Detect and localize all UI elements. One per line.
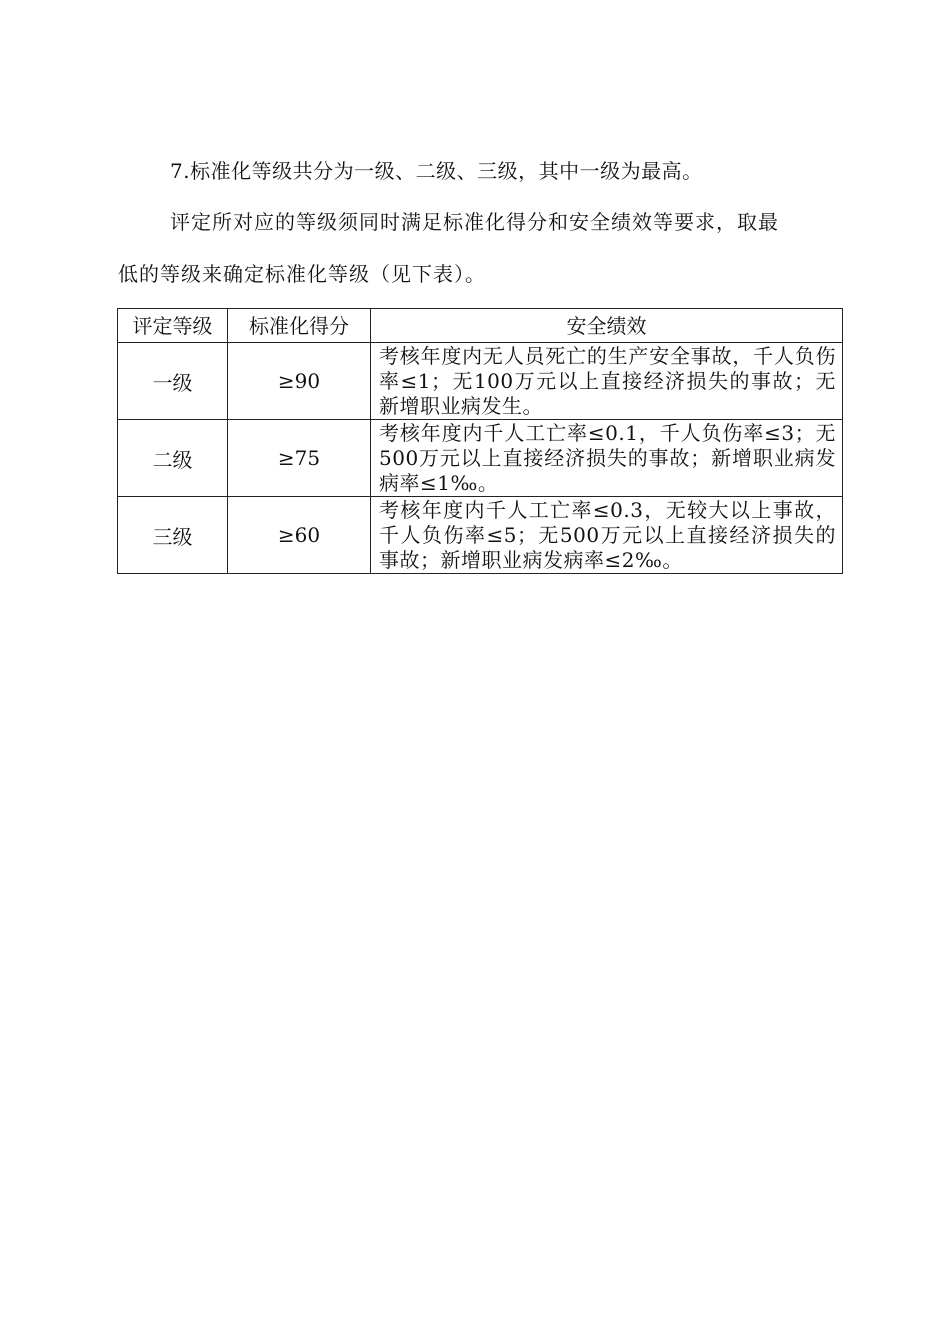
paragraph-evaluation-rule-cont: 低的等级来确定标准化等级（见下表）。 xyxy=(118,262,486,286)
cell-performance: 考核年度内千人工亡率≤0.3，无较大以上事故，千人负伤率≤5；无500万元以上直接经济损失的事故；新增职业病发病率≤2‰。 xyxy=(371,497,843,574)
paragraph-evaluation-rule: 评定所对应的等级须同时满足标准化得分和安全绩效等要求，取最 xyxy=(170,210,779,234)
cell-grade: 一级 xyxy=(118,343,228,420)
cell-performance: 考核年度内千人工亡率≤0.1，千人负伤率≤3；无500万元以上直接经济损失的事故；新增职业病发病率≤1‰。 xyxy=(371,420,843,497)
header-score: 标准化得分 xyxy=(228,309,371,343)
cell-grade: 三级 xyxy=(118,497,228,574)
header-performance: 安全绩效 xyxy=(371,309,843,343)
table-row xyxy=(118,497,843,574)
grade-table xyxy=(117,308,843,574)
cell-score: ≥90 xyxy=(228,343,371,420)
cell-performance: 考核年度内无人员死亡的生产安全事故，千人负伤率≤1；无100万元以上直接经济损失的事故；无新增职业病发生。 xyxy=(371,343,843,420)
table-header-row xyxy=(118,309,843,343)
header-grade: 评定等级 xyxy=(118,309,228,343)
cell-score: ≥75 xyxy=(228,420,371,497)
cell-score: ≥60 xyxy=(228,497,371,574)
table-row xyxy=(118,420,843,497)
cell-grade: 二级 xyxy=(118,420,228,497)
table-row xyxy=(118,343,843,420)
paragraph-grade-levels: 7.标准化等级共分为一级、二级、三级，其中一级为最高。 xyxy=(170,159,703,183)
